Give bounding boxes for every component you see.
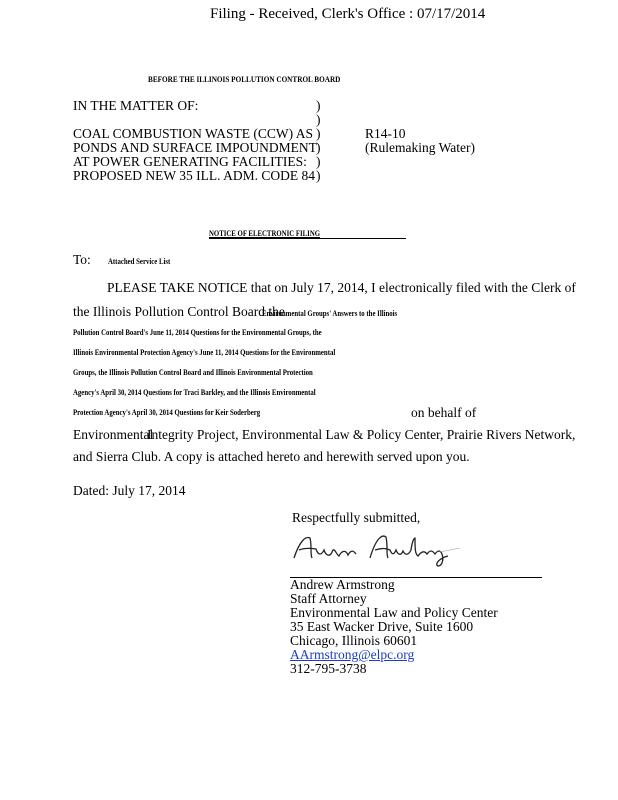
signer-address-line-1: 35 East Wacker Drive, Suite 1600 bbox=[290, 619, 474, 634]
caption-line-6: PROPOSED NEW 35 ILL. ADM. CODE 84 bbox=[73, 168, 316, 183]
caption-paren: ) bbox=[316, 168, 321, 183]
document-title-line: Groups, the Illinois Pollution Control Board and Illinois Environmental Protection bbox=[73, 368, 313, 377]
caption-paren: ) bbox=[316, 154, 321, 169]
caption-paren: ) bbox=[316, 140, 321, 155]
caption-line-3: COAL COMBUSTION WASTE (CCW) AS bbox=[73, 126, 314, 141]
body-line-1: PLEASE TAKE NOTICE that on July 17, 2014, I electronically filed with the Clerk of bbox=[107, 280, 576, 295]
signer-organization: Environmental Law and Policy Center bbox=[290, 605, 498, 620]
caption-line-1: IN THE MATTER OF: bbox=[73, 98, 199, 113]
body-line-last: and Sierra Club. A copy is attached hereto and herewith served upon you. bbox=[73, 449, 470, 464]
signer-email-link[interactable]: AArmstrong@elpc.org bbox=[290, 647, 415, 662]
document-title-line: Protection Agency's April 30, 2014 Questions for Keir Soderberg bbox=[73, 408, 261, 417]
caption-paren: ) bbox=[316, 112, 321, 127]
body-line-environmental: Environmental bbox=[73, 427, 154, 442]
signer-address-line-2: Chicago, Illinois 60601 bbox=[290, 633, 418, 648]
notice-title-underline bbox=[209, 238, 406, 239]
notice-title: NOTICE OF ELECTRONIC FILING bbox=[209, 229, 321, 238]
document-title-line: Environmental Groups' Answers to the Illinois bbox=[262, 309, 398, 318]
respectfully-submitted: Respectfully submitted, bbox=[292, 510, 421, 525]
caption-paren: ) bbox=[316, 126, 321, 141]
body-line-2: the Illinois Pollution Control Board the bbox=[73, 304, 285, 319]
caption-line-5: AT POWER GENERATING FACILITIES: bbox=[73, 154, 307, 169]
document-title-line: Agency's April 30, 2014 Questions for Traci Barkley, and the Illinois Environmental bbox=[73, 388, 316, 397]
caption-paren: ) bbox=[316, 98, 321, 113]
docket-number: R14-10 bbox=[365, 126, 406, 141]
to-value: Attached Service List bbox=[108, 257, 171, 266]
body-line-organizations: Integrity Project, Environmental Law & Policy Center, Prairie Rivers Network, bbox=[147, 427, 576, 442]
handwritten-signature bbox=[290, 528, 465, 568]
dated-line: Dated: July 17, 2014 bbox=[73, 483, 186, 498]
filing-stamp-header: Filing - Received, Clerk's Office : 07/17/2014 bbox=[210, 6, 486, 22]
on-behalf-text: on behalf of bbox=[411, 405, 477, 420]
signer-phone: 312-795-3738 bbox=[290, 661, 367, 676]
document-title-line: Illinois Environmental Protection Agency's June 11, 2014 Questions for the Environmental bbox=[73, 348, 336, 357]
caption-line-4: PONDS AND SURFACE IMPOUNDMENT bbox=[73, 140, 317, 155]
to-label: To: bbox=[73, 252, 91, 267]
document-title-line: Pollution Control Board's June 11, 2014 Questions for the Environmental Groups, the bbox=[73, 328, 322, 337]
docket-type: (Rulemaking Water) bbox=[365, 140, 476, 155]
board-heading: BEFORE THE ILLINOIS POLLUTION CONTROL BOARD bbox=[148, 74, 341, 84]
signer-name: Andrew Armstrong bbox=[290, 577, 395, 592]
signer-title: Staff Attorney bbox=[290, 591, 367, 606]
